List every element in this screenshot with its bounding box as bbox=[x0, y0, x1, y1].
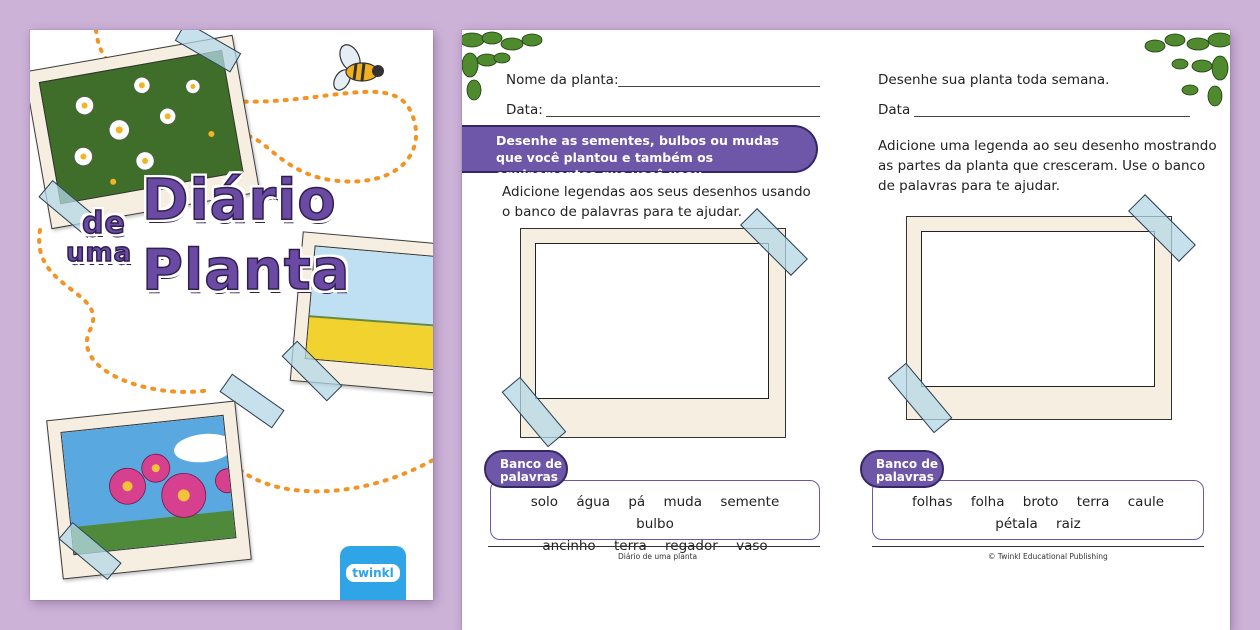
word-agua: água bbox=[576, 494, 611, 510]
date-line-right[interactable] bbox=[914, 116, 1190, 117]
word-bank-label-left bbox=[484, 450, 568, 488]
word-bank-label-right bbox=[860, 450, 944, 488]
footer-line-right bbox=[872, 546, 1204, 547]
title-uma: uma bbox=[66, 238, 133, 268]
word-caule: caule bbox=[1127, 494, 1165, 510]
word-folha: folha bbox=[970, 494, 1005, 510]
worksheet-page bbox=[462, 30, 1230, 630]
drawing-frame-left bbox=[520, 228, 786, 438]
word-solo: solo bbox=[530, 494, 559, 510]
date-line-left[interactable] bbox=[546, 116, 820, 117]
drawing-area-right[interactable] bbox=[921, 231, 1155, 387]
weekly-instruction: Desenhe sua planta toda semana. bbox=[878, 72, 1110, 88]
title-planta: Planta bbox=[142, 238, 351, 303]
word-folhas: folhas bbox=[911, 494, 953, 510]
date-label-right: Data bbox=[878, 102, 911, 118]
word-regador: regador bbox=[665, 538, 718, 554]
footer-line-left bbox=[488, 546, 820, 547]
cover-page bbox=[30, 30, 433, 600]
bee-icon bbox=[328, 38, 388, 98]
instruction-right: Adicione uma legenda ao seu desenho mostrando as partes da planta que cresceram. Use o banco de palavras para te ajudar. bbox=[878, 138, 1217, 194]
word-petala: pétala bbox=[995, 516, 1038, 532]
word-terra: terra bbox=[613, 538, 647, 554]
word-ancinho: ancinho bbox=[542, 538, 596, 554]
title-diario: Diário bbox=[142, 168, 337, 233]
word-broto: broto bbox=[1022, 494, 1059, 510]
date-label-left: Data: bbox=[506, 102, 543, 118]
footer-right: © Twinkl Educational Publishing bbox=[988, 552, 1108, 561]
word-vaso: vaso bbox=[736, 538, 768, 554]
word-muda: muda bbox=[663, 494, 703, 510]
word-bank-right bbox=[872, 480, 1204, 540]
word-bank-label-line2: palavras bbox=[500, 470, 558, 484]
leaves-right-icon bbox=[1120, 30, 1230, 120]
twinkl-logo[interactable] bbox=[340, 546, 406, 600]
footer-left: Diário de uma planta bbox=[618, 552, 698, 561]
twinkl-logo-text: twinkl bbox=[346, 564, 400, 582]
word-raiz: raiz bbox=[1056, 516, 1081, 532]
word-bank-left bbox=[490, 480, 820, 554]
plant-name-line[interactable] bbox=[618, 86, 820, 87]
word-semente: semente bbox=[720, 494, 780, 510]
word-bank-label-line1: Banco de bbox=[876, 457, 939, 471]
instruction-left: Adicione legendas aos seus desenhos usando o banco de palavras para te ajudar. bbox=[502, 184, 811, 220]
word-bank-label-line1: Banco de bbox=[500, 457, 563, 471]
instruction-banner: Desenhe as sementes, bulbos ou mudas que você plantou e também os equipamentos que você usou. bbox=[462, 125, 818, 173]
drawing-area-left[interactable] bbox=[535, 243, 769, 399]
drawing-frame-right bbox=[906, 216, 1172, 420]
title-de: de bbox=[82, 206, 126, 241]
plant-name-label: Nome da planta: bbox=[506, 72, 619, 88]
word-pa: pá bbox=[628, 494, 646, 510]
word-bulbo: bulbo bbox=[636, 516, 674, 532]
word-bank-label-line2: palavras bbox=[876, 470, 934, 484]
word-terra: terra bbox=[1076, 494, 1110, 510]
